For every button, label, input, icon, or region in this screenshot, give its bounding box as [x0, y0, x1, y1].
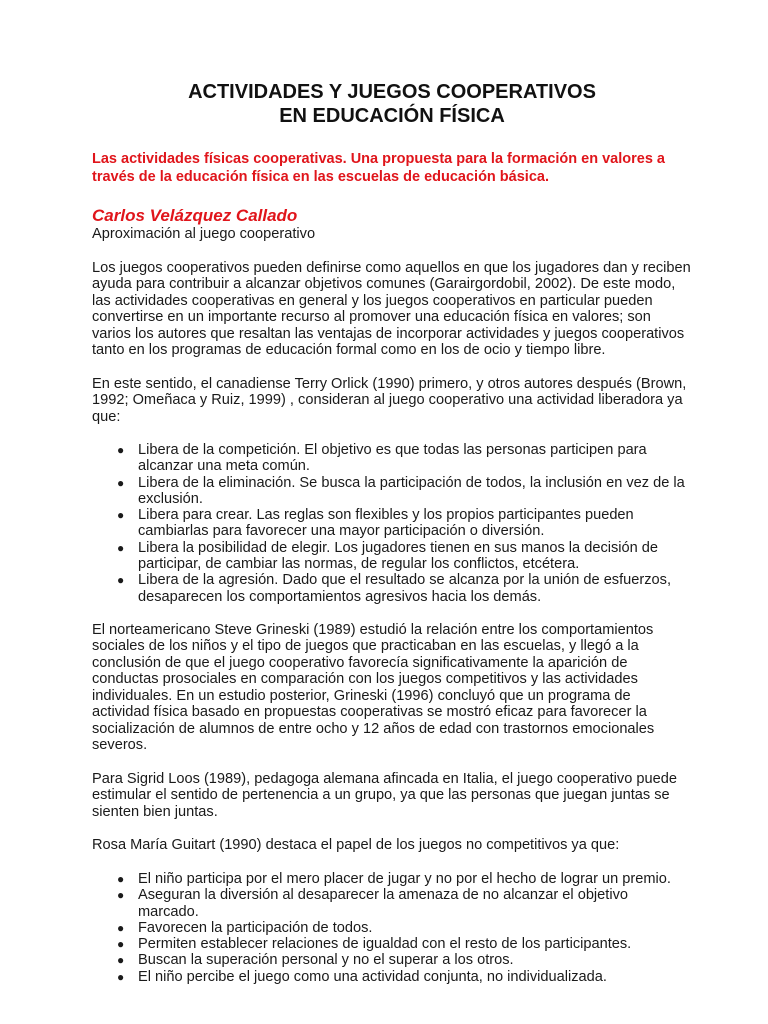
bullet-icon: ● — [117, 443, 125, 457]
bullet-icon: ● — [117, 573, 125, 588]
list-item — [92, 475, 692, 508]
bullet-icon: ● — [117, 871, 125, 886]
list-item-text: El niño percibe el juego como una actividad conjunta, no individualizada. — [138, 968, 607, 985]
list-item-text: El niño participa por el mero placer de jugar y no por el hecho de lograr un premio. — [138, 870, 671, 887]
list-item-text: Libera de la eliminación. Se busca la participación de todos, la inclusión en vez de la exclusión. — [138, 474, 685, 507]
list-item-text: Libera de la agresión. Dado que el resultado se alcanza por la unión de esfuerzos, desaparecen los comportamientos agresivos hacia los demás. — [138, 572, 672, 605]
document-page — [92, 80, 692, 985]
list-item — [92, 507, 692, 540]
list-item-text: Libera la posibilidad de elegir. Los jugadores tienen en sus manos la decisión de participar, de cambiar las normas, de regular los conflictos, etcétera. — [138, 539, 659, 573]
section-heading: Aproximación al juego cooperativo — [92, 226, 316, 242]
list-item — [92, 572, 692, 605]
list-item — [92, 969, 692, 985]
bullet-icon: ● — [117, 508, 125, 523]
list-item-text: Aseguran la diversión al desaparecer la amenaza de no alcanzar el objetivo marcado. — [138, 887, 629, 920]
paragraph-loos: Para Sigrid Loos (1989), pedagoga alemana afincada en Italia, el juego cooperativo puede estimular el sentido de pertenencia a un grupo, ya que las personas que juegan juntas se sienten bien juntas. — [92, 770, 677, 820]
document-title — [92, 80, 692, 128]
list-item — [92, 952, 692, 968]
bullet-icon: ● — [117, 920, 125, 935]
author-name: Carlos Velázquez Callado — [92, 206, 298, 225]
list-item-text: Libera para crear. Las reglas son flexibles y los propios participantes pueden cambiarlas para favorecer una mayor participación o diversión. — [138, 507, 634, 540]
bullet-icon: ● — [117, 937, 125, 952]
list-item — [92, 442, 692, 475]
title-line-2: EN EDUCACIÓN FÍSICA — [279, 105, 505, 127]
bullet-icon: ● — [117, 888, 125, 903]
list-item-text: Permiten establecer relaciones de igualdad con el resto de los participantes. — [138, 936, 632, 953]
list-item — [92, 936, 692, 952]
list-item — [92, 871, 692, 887]
paragraph-intro: Los juegos cooperativos pueden definirse como aquellos en que los jugadores dan y reciben ayuda para contribuir a alcanzar objetivos comunes (Garairgordobil, 2002). De este modo, las actividades cooperativas en general y los juegos cooperativos en particular pueden convertirse en un importante recurso al promover una educación física en valores; son varios los autores que resaltan las ventajas de incorporar actividades y juegos cooperativos tanto en los programas de educación formal como en los de ocio y tiempo libre. — [92, 259, 691, 358]
title-line-1: ACTIVIDADES Y JUEGOS COOPERATIVOS — [188, 81, 596, 103]
bullet-icon: ● — [117, 475, 125, 490]
document-subtitle: Las actividades físicas cooperativas. Una propuesta para la formación en valores a través de la educación física en las escuelas de educación básica. — [92, 151, 665, 185]
bullet-icon: ● — [117, 969, 125, 984]
paragraph-grineski: El norteamericano Steve Grineski (1989) estudió la relación entre los comportamientos sociales de los niños y el tipo de juegos que practicaban en las escuelas, y llegó a la conclusión de que el juego cooperativo favorecía significativamente la aparición de conductas prosociales en comparación con los juegos competitivos y las actividades individuales. En un estudio posterior, Grineski (1996) concluyó que un programa de actividad física basado en propuestas cooperativas se mostró eficaz para favorecer la socialización de alumnos de entre ocho y 12 años de edad con trastornos emocionales severos. — [92, 621, 655, 754]
list-item-text: Favorecen la participación de todos. — [138, 919, 373, 936]
paragraph-guitart: Rosa María Guitart (1990) destaca el papel de los juegos no competitivos ya que: — [92, 837, 620, 854]
liberation-list — [92, 442, 692, 605]
list-item-text: Buscan la superación personal y no el superar a los otros. — [138, 952, 514, 969]
non-competitive-list — [92, 871, 692, 985]
list-item — [92, 887, 692, 920]
bullet-icon: ● — [117, 540, 125, 555]
list-item — [92, 540, 692, 573]
bullet-icon: ● — [117, 953, 125, 968]
list-item-text: Libera de la competición. El objetivo es que todas las personas participen para alcanzar una meta común. — [138, 442, 647, 475]
list-item — [92, 920, 692, 936]
paragraph-orlick: En este sentido, el canadiense Terry Orlick (1990) primero, y otros autores después (Brown, 1992; Omeñaca y Ruiz, 1999) , consideran al juego cooperativo una actividad liberadora ya que: — [92, 375, 687, 425]
